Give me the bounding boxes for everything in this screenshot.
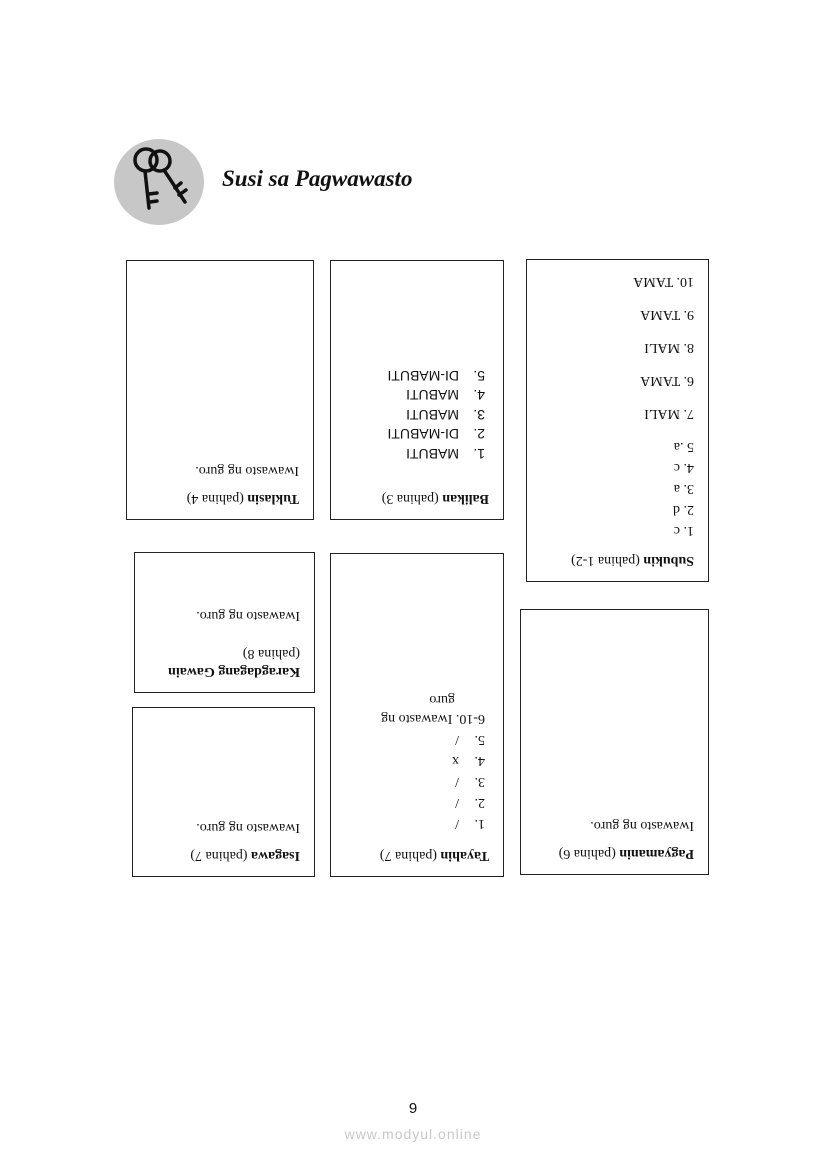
answer-box-pagyamanin — [520, 609, 709, 875]
answer-box-tuklasin — [126, 260, 314, 520]
box-page: (pahina 4) — [186, 491, 244, 506]
answer-box-karagdagang-gawain — [134, 552, 315, 693]
answer-item-continued: guro — [429, 692, 455, 707]
box-page: (pahina 8) — [242, 646, 300, 661]
box-name: Karagdagang Gawain — [168, 664, 300, 679]
answer-item: 3./ — [455, 774, 485, 789]
page-title: Susi sa Pagwawasto — [222, 166, 413, 191]
box-page: (pahina 6) — [558, 846, 616, 861]
box-title — [147, 846, 300, 864]
answer-item: 1./ — [455, 816, 485, 831]
answer-item: 4. c — [673, 460, 694, 475]
box-title — [149, 644, 300, 680]
answer-item: 2./ — [455, 795, 485, 810]
box-page: (pahina 7) — [190, 848, 248, 863]
answer-item: 1. c — [673, 523, 694, 538]
answer-item: 2.DI-MABUTI — [387, 426, 485, 443]
answer-item: 8. MALI — [644, 340, 694, 355]
answer-item: 7. MALI — [644, 406, 694, 421]
box-name: Isagawa — [250, 848, 300, 863]
answer-item: 5.DI-MABUTI — [387, 368, 485, 384]
box-title — [345, 846, 489, 864]
box-title — [541, 551, 694, 569]
box-title — [535, 844, 694, 862]
answer-item: 4.x — [452, 753, 485, 768]
answer-item: 6-10. Iwawasto ng — [381, 711, 485, 726]
box-note: Iwawasto ng guro. — [196, 608, 300, 623]
box-page: (pahina 1-2) — [571, 553, 640, 568]
answer-item: 6. TAMA — [640, 373, 694, 388]
box-title — [345, 489, 489, 507]
answer-item: 5./ — [455, 732, 485, 747]
box-note: Iwawasto ng guro. — [195, 463, 299, 478]
box-name: Tayahin — [440, 848, 489, 863]
box-page: (pahina 7) — [379, 848, 437, 863]
box-note: Iwawasto ng guro. — [196, 820, 300, 835]
page-number: 9 — [408, 1100, 418, 1117]
answer-item: 4.MABUTI — [406, 387, 485, 404]
answer-item: 9. TAMA — [640, 307, 694, 322]
answer-box-tayahin — [330, 553, 504, 877]
answer-item: 1.MABUTI — [406, 446, 485, 462]
box-page: (pahina 3) — [381, 491, 439, 506]
box-note: Iwawasto ng guro. — [590, 818, 694, 833]
answer-item: 5 .a — [673, 439, 694, 454]
answer-box-balikan — [330, 260, 504, 520]
answer-item: 3. a — [673, 481, 694, 496]
answer-box-subukin — [526, 259, 709, 582]
box-name: Tuklasin — [247, 491, 299, 506]
box-name: Pagyamanin — [619, 846, 694, 861]
box-name: Balikan — [442, 491, 489, 506]
box-name: Subukin — [643, 553, 694, 568]
answer-item: 3.MABUTI — [406, 407, 485, 423]
keys-icon — [113, 138, 205, 226]
answer-box-isagawa — [132, 707, 315, 877]
box-title — [141, 489, 299, 507]
answer-item: 10. TAMA — [633, 274, 694, 289]
answer-item: 2. d — [673, 502, 694, 517]
watermark: www.modyul.online — [344, 1126, 482, 1142]
